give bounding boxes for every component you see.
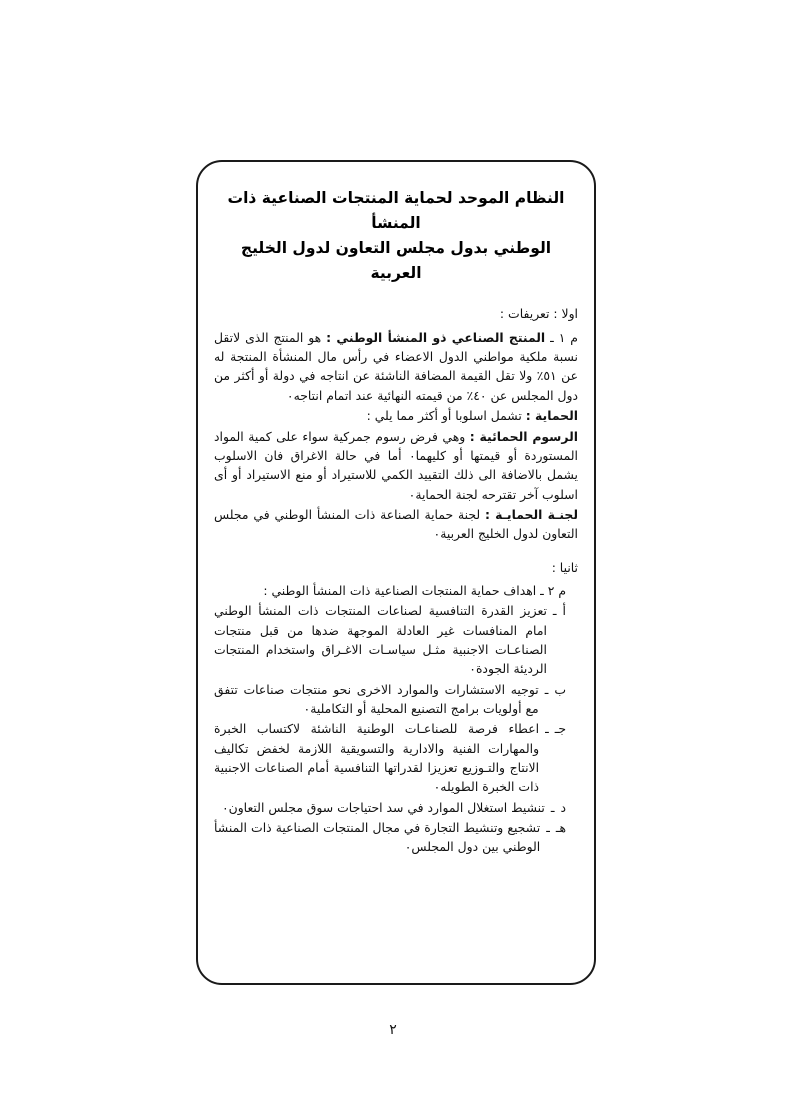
page-number: ٢ [389, 1022, 397, 1038]
section-heading-second: ثانيا : [551, 559, 578, 575]
definition-item-4-lead: لجنـة الحمايـة : [485, 506, 578, 522]
document-content [214, 172, 578, 972]
definition-item-1-label: م ١ ـ [550, 329, 578, 345]
objective-item-d [214, 798, 578, 817]
definition-item-4-text: لجنة حماية الصناعة ذات المنشأ الوطني في مجلس التعاون لدول الخليج العربية٠ [214, 506, 578, 542]
objective-item-e-dash: ـ [546, 820, 550, 836]
definition-item-3 [214, 427, 578, 504]
objective-item-a-label: أ [562, 603, 566, 619]
objective-item-a-dash: ـ [552, 603, 557, 619]
definition-item-1 [214, 328, 578, 405]
definition-item-4 [214, 505, 578, 544]
page-title-line-2: الوطني بدول مجلس التعاون لدول الخليج العربية [240, 239, 552, 283]
objective-item-d-dash: ـ [550, 799, 555, 815]
objective-item-c-text: اعطاء فرصة للصناعـات الوطنية الناشئة لاكتساب الخبرة والمهارات الفنية والادارية والتسويقية اللازمة لخفض تكاليف الانتاج والتـوزيع تعزيزا لقدراتها التنافسية أمام الصناعات الاجنبية ذات الخبرة الطويله٠ [214, 721, 540, 795]
definition-item-3-text: وهي فرض رسوم جمركية سواء على كمية المواد المستوردة أو قيمتها أو كليهما٠ أما في حالة الاغراق فان الاسلوب يشمل بالاضافة الى ذلك التقييد الكمي للاستيراد أو منع الاستيراد أو أى اسلوب آخر تقترحه لجنة الحماية٠ [214, 428, 578, 502]
definition-item-1-lead: المنتج الصناعي ذو المنشأ الوطني : [326, 329, 546, 345]
section-second-intro: م ٢ ـ اهداف حماية المنتجات الصناعية ذات المنشأ الوطني : [263, 582, 566, 598]
objective-item-a-text: تعزيز القدرة التنافسية لصناعات المنتجات ذات المنشأ الوطني امام المنافسات غير العادلة الموجهة ضدها من قبل منتجات الصناعـات الاجنبية مثـل سياسـات الاغـراق واستخدام المنتجات الرديئة الجودة٠ [214, 603, 547, 677]
definition-item-2-lead: الحماية : [525, 408, 578, 424]
definition-item-1-text: هو المنتج الذى لاتقل نسبة ملكية مواطني الدول الاعضاء في رأس مال المنشأة المنتجة له عن ٥١٪ ولا تقل القيمة المضافة الناشئة عن انتاجه في دولة أو أكثر من دول المجلس عن ٤٠٪ من قيمته النهائية عند اتمام انتاجه٠ [214, 329, 579, 403]
definition-item-3-lead: الرسوم الحمائية : [469, 428, 578, 444]
objective-item-b-dash: ـ [544, 681, 549, 697]
objective-item-c [214, 719, 578, 796]
definition-item-2 [214, 406, 578, 425]
objective-item-d-text: تنشيط استغلال الموارد في سد احتياجات سوق مجلس التعاون٠ [221, 799, 545, 815]
page-title-line-1: النظام الموحد لحماية المنتجات الصناعية ذات المنشأ [227, 189, 565, 233]
objective-item-d-label: د [560, 799, 566, 815]
objective-item-c-label: جـ [554, 721, 566, 737]
objective-item-e-label: هـ [555, 820, 566, 836]
section-gap [214, 545, 578, 556]
section-heading-first: اولا : تعريفات : [499, 306, 578, 322]
objective-item-b [214, 680, 578, 719]
objective-item-c-dash: ـ [545, 721, 549, 737]
objective-item-b-text: توجيه الاستشارات والموارد الاخرى نحو منتجات صناعات تتفق مع أولويات برامج التصنيع المحلية أو التكاملية٠ [214, 681, 539, 716]
objective-item-a [214, 601, 578, 678]
definition-item-2-text: تشمل اسلوبا أو أكثر مما يلي : [366, 408, 522, 424]
objective-item-b-label: ب [554, 681, 566, 697]
objective-item-e-text: تشجيع وتنشيط التجارة في مجال المنتجات الصناعية ذات المنشأ الوطني بين دول المجلس٠ [214, 820, 541, 855]
body-text [214, 304, 578, 856]
objective-item-e [214, 818, 578, 857]
page-title [218, 186, 574, 286]
